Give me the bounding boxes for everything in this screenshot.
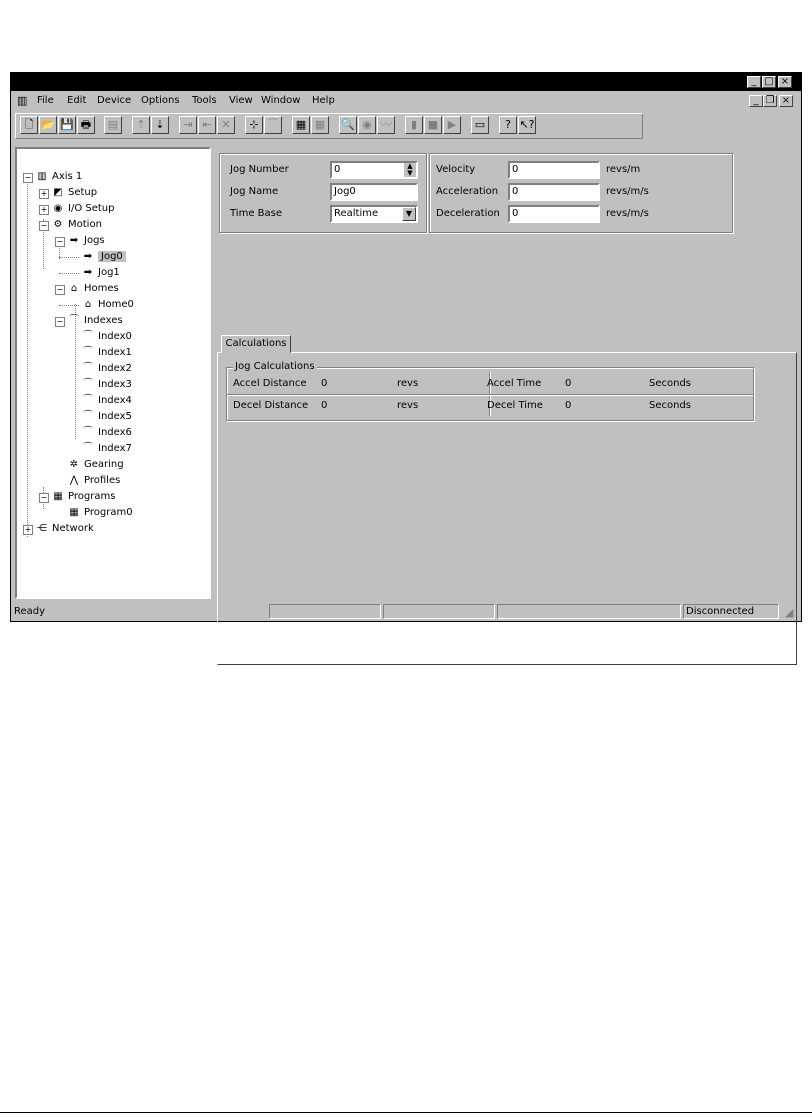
run-icon[interactable]: ▮ — [405, 116, 423, 134]
tree-item-program0[interactable]: ▦ Program0 — [67, 506, 133, 520]
toolbar — [15, 113, 643, 139]
jog-number-spinner[interactable]: ▲ ▼ — [404, 163, 416, 177]
jog-arrow-icon: ➡ — [83, 267, 93, 278]
project-tree — [15, 147, 211, 599]
jog-calculations-group — [226, 361, 754, 421]
decel-distance-unit: revs — [397, 400, 419, 411]
decel-time-unit: Seconds — [649, 400, 692, 411]
group-row-divider — [227, 394, 753, 396]
send-icon[interactable]: ⇥ — [179, 116, 197, 134]
index-profile-icon: ⌒ — [69, 315, 79, 326]
jog-name-label: Jog Name — [230, 186, 279, 197]
expander-motion[interactable]: − — [40, 221, 48, 230]
expander-programs[interactable]: − — [40, 493, 48, 502]
help-icon[interactable]: ? — [499, 116, 517, 134]
accel-distance-label: Accel Distance — [233, 378, 307, 389]
scope-icon[interactable]: 〰 — [377, 116, 395, 134]
jog-arrow-icon: ➡ — [69, 235, 79, 246]
tree-item-index[interactable]: ⌒ Index4 — [83, 395, 132, 406]
new-file-icon[interactable]: 🗋 — [20, 116, 38, 134]
accel-time-label: Accel Time — [487, 378, 542, 389]
menu-view[interactable]: View — [229, 95, 253, 106]
index-profile-icon: ⌒ — [83, 411, 93, 422]
home-icon: ⌂ — [70, 283, 78, 294]
drive-icon: ▥ — [37, 171, 47, 182]
tree-item-gearing[interactable]: ✲ Gearing — [67, 458, 124, 472]
menu-tools[interactable]: Tools — [192, 95, 217, 106]
decel-distance-label: Decel Distance — [233, 400, 309, 411]
print-icon[interactable]: 🖶 — [77, 116, 95, 134]
expander-io-setup[interactable]: + — [40, 205, 48, 214]
window-layout-icon[interactable]: ▭ — [471, 116, 489, 134]
download-icon[interactable]: ⇣ — [151, 116, 169, 134]
save-icon[interactable]: 💾 — [58, 116, 76, 134]
menu-edit[interactable]: Edit — [67, 95, 87, 106]
add-profile-icon[interactable]: ⊹ — [245, 116, 263, 134]
zoom-icon[interactable]: 🔍 — [339, 116, 357, 134]
motion-icon: ⚙ — [53, 219, 63, 230]
expander-axis[interactable]: − — [24, 173, 32, 182]
tab-calculations[interactable]: Calculations — [221, 335, 291, 353]
tree-item-index[interactable]: ⌒ Index6 — [83, 427, 132, 438]
step-icon[interactable]: ▶ — [443, 116, 461, 134]
properties-icon[interactable]: ▤ — [104, 116, 122, 134]
status-bar — [11, 602, 801, 621]
jog-settings-group — [219, 153, 427, 233]
expander-indexes[interactable]: − — [56, 317, 64, 326]
app-document-icon[interactable]: ▥ — [17, 94, 28, 107]
index-profile-icon: ⌒ — [83, 363, 93, 374]
acceleration-unit: revs/m/s — [606, 186, 649, 197]
expander-jogs[interactable]: − — [56, 237, 64, 246]
tree-item-programs[interactable]: ▦ Programs — [51, 490, 115, 504]
profiles-icon: ⋀ — [69, 475, 79, 486]
deceleration-input[interactable]: 0 — [508, 205, 600, 223]
index-profile-icon: ⌒ — [83, 347, 93, 358]
receive-icon[interactable]: ⇤ — [198, 116, 216, 134]
tree-item-index[interactable]: ⌒ Index0 — [83, 331, 132, 342]
motion-settings-group — [429, 153, 733, 233]
stop-icon[interactable]: ■ — [424, 116, 442, 134]
title-bar — [11, 73, 801, 91]
tree-item-home0[interactable]: ⌂ Home0 — [81, 298, 134, 312]
expander-network[interactable]: + — [24, 525, 32, 534]
menu-bar — [11, 91, 801, 111]
profile-icon[interactable]: ⌒ — [264, 116, 282, 134]
program-copy-icon[interactable]: ▦ — [311, 116, 329, 134]
deceleration-unit: revs/m/s — [606, 208, 649, 219]
menu-help[interactable]: Help — [312, 95, 335, 106]
tree-item-io-setup[interactable]: ◉ I/O Setup — [51, 202, 114, 216]
tree-item-setup[interactable]: ◩ Setup — [51, 186, 97, 200]
home-icon: ⌂ — [84, 299, 92, 310]
mdi-minimize-button[interactable]: _ — [749, 95, 763, 107]
upload-icon[interactable]: ⇡ — [132, 116, 150, 134]
gear-icon: ✲ — [69, 459, 79, 470]
jog-arrow-icon: ➡ — [83, 251, 93, 262]
resize-grip-icon[interactable]: ◢ — [785, 606, 794, 619]
velocity-input[interactable]: 0 — [508, 161, 600, 179]
minimize-button[interactable]: _ — [747, 76, 761, 88]
velocity-unit: revs/m — [606, 164, 641, 175]
jog-calculations-title: Jog Calculations — [235, 361, 315, 372]
maximize-button[interactable]: □ — [762, 76, 776, 88]
program-icon[interactable]: ▦ — [292, 116, 310, 134]
deceleration-label: Deceleration — [436, 208, 500, 219]
tree-item-jog0[interactable]: ➡ Jog0 — [81, 250, 126, 264]
tree-item-profiles[interactable]: ⋀ Profiles — [67, 474, 120, 488]
chevron-down-icon[interactable]: ▼ — [402, 207, 416, 221]
tree-item-homes[interactable]: ⌂ Homes — [67, 282, 119, 296]
index-profile-icon: ⌒ — [83, 427, 93, 438]
time-base-label: Time Base — [230, 208, 283, 219]
index-profile-icon: ⌒ — [83, 379, 93, 390]
acceleration-input[interactable]: 0 — [508, 183, 600, 201]
disconnect-icon[interactable]: ✕ — [217, 116, 235, 134]
tree-item-index[interactable]: ⌒ Index5 — [83, 411, 132, 422]
open-folder-icon[interactable]: 📂 — [39, 116, 57, 134]
tree-item-jog1[interactable]: ➡ Jog1 — [81, 266, 120, 280]
status-pane — [383, 604, 495, 619]
menu-file[interactable]: File — [37, 95, 54, 106]
expander-homes[interactable]: − — [56, 285, 64, 294]
index-profile-icon: ⌒ — [83, 331, 93, 342]
jog-editor — [215, 147, 799, 599]
tree-item-jogs[interactable]: ➡ Jogs — [67, 234, 105, 248]
tree-item-motion[interactable]: ⚙ Motion — [51, 218, 102, 232]
jog-number-input[interactable]: 0 ▲ ▼ — [330, 161, 418, 179]
network-icon: ⋲ — [37, 523, 47, 534]
application-window — [10, 72, 802, 622]
menu-window[interactable]: Window — [261, 95, 301, 106]
tree-item-index[interactable]: ⌒ Index7 — [83, 443, 132, 454]
acceleration-label: Acceleration — [436, 186, 499, 197]
mdi-restore-button[interactable]: ❐ — [763, 95, 777, 107]
jog-name-input[interactable]: Jog0 — [330, 183, 418, 201]
tree-item-index[interactable]: ⌒ Index1 — [83, 347, 132, 358]
time-base-select[interactable]: Realtime ▼ — [330, 205, 418, 223]
accel-time-unit: Seconds — [649, 378, 692, 389]
index-profile-icon: ⌒ — [83, 395, 93, 406]
close-button[interactable]: × — [778, 76, 792, 88]
program-icon: ▦ — [53, 491, 63, 502]
menu-options[interactable]: Options — [141, 95, 180, 106]
program-icon: ▦ — [69, 507, 79, 518]
tree-item-axis[interactable]: ▥ Axis 1 — [35, 170, 82, 184]
decel-distance-value: 0 — [321, 400, 328, 411]
status-pane — [269, 604, 381, 619]
setup-icon: ◩ — [53, 187, 63, 198]
status-text: Ready — [14, 606, 46, 617]
decel-time-value: 0 — [565, 400, 572, 411]
io-icon: ◉ — [53, 203, 63, 214]
connection-status: Disconnected — [683, 604, 779, 619]
jog-number-label: Jog Number — [230, 164, 289, 175]
context-help-icon[interactable]: ↖? — [518, 116, 536, 134]
tree-item-index[interactable]: ⌒ Index2 — [83, 363, 132, 374]
mdi-close-button[interactable]: × — [779, 95, 793, 107]
menu-device[interactable]: Device — [97, 95, 132, 106]
velocity-label: Velocity — [436, 164, 476, 175]
accel-distance-value: 0 — [321, 378, 328, 389]
page-rule — [0, 1112, 812, 1113]
status-pane — [497, 604, 681, 619]
tree-item-network[interactable]: ⋲ Network — [37, 523, 94, 534]
accel-time-value: 0 — [565, 378, 572, 389]
tree-item-index[interactable]: ⌒ Index3 — [83, 379, 132, 390]
accel-distance-unit: revs — [397, 378, 419, 389]
index-profile-icon: ⌒ — [83, 443, 93, 454]
tree-item-indexes[interactable]: ⌒ Indexes — [69, 315, 123, 326]
watch-icon[interactable]: ◉ — [358, 116, 376, 134]
expander-setup[interactable]: + — [40, 189, 48, 198]
decel-time-label: Decel Time — [487, 400, 543, 411]
